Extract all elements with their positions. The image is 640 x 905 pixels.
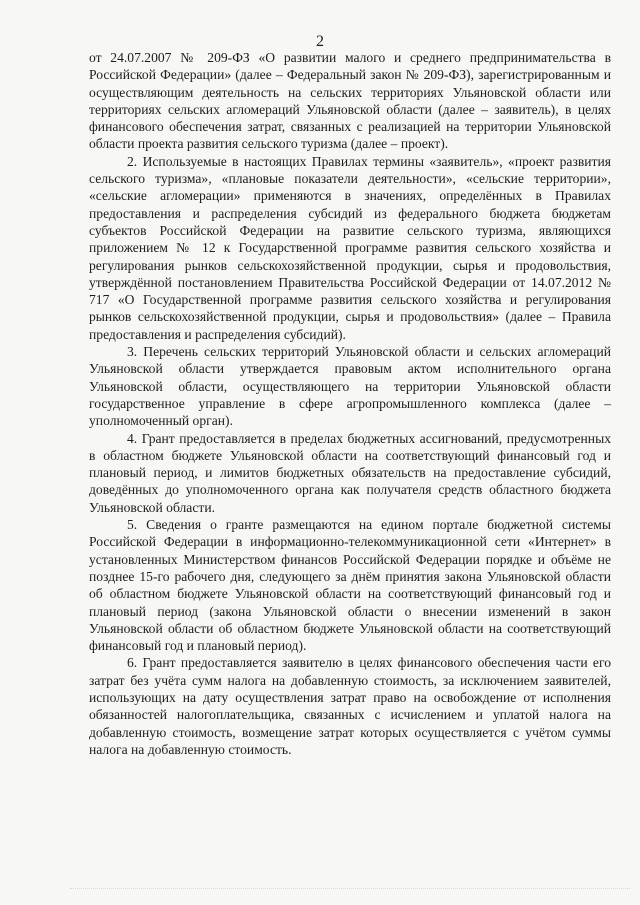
paragraph-3: 3. Перечень сельских территорий Ульяновской области и сельских агломераций Ульяновской области утверждается правовым актом исполнительного органа Ульяновской области, осуществляющего на территории Ульяновской области государственное управление в сфере агропромышленного комплекса (далее – уполномоченный орган). xyxy=(89,344,611,429)
paragraph-5: 5. Сведения о гранте размещаются на едином портале бюджетной системы Российской Федерации в информационно-телекоммуникационной сети «Интернет» в установленных Министерством финансов Российской Федерации порядке и объёме не позднее 15-го рабочего дня, следующего за днём принятия закона Ульяновской области об областном бюджете Ульяновской области на соответствующий финансовый год и плановый период (закона Ульяновской области о внесении изменений в закон Ульяновской области об областном бюджете Ульяновской области на соответствующий финансовый год и плановый период). xyxy=(89,517,611,654)
paragraph-2: 2. Используемые в настоящих Правилах термины «заявитель», «проект развития сельского туризма», «плановые показатели деятельности», «сельские территории», «сельские агломерации» применяются в значениях, определённых в Правилах предоставления и распределения субсидий из федерального бюджета бюджетам субъектов Российской Федерации на развитие сельского туризма, являющихся приложением № 12 к Государственной программе развития сельского хозяйства и регулирования рынков сельскохозяйственной продукции, сырья и продовольствия, утверждённой постановлением Правительства Российской Федерации от 14.07.2012 № 717 «О Государственной программе развития сельского хозяйства и регулирования рынков сельскохозяйственной продукции, сырья и продовольствия» (далее – Правила предоставления и распределения субсидий). xyxy=(89,153,611,342)
paragraph-1-continued: от 24.07.2007 № 209-ФЗ «О развитии малого и среднего предпринимательства в Российской Федерации» (далее – Федеральный закон № 209-ФЗ), зарегистрированным и осуществляющим деятельность на сельских территориях Ульяновской области или территориях сельских агломераций Ульяновской области (далее – заявитель), в целях финансового обеспечения затрат, связанных с реализацией на территории Ульяновской области проекта развития сельского туризма (далее – проект). xyxy=(89,50,611,152)
paragraph-6: 6. Грант предоставляется заявителю в целях финансового обеспечения части его затрат без учёта сумм налога на добавленную стоимость, за исключением заявителей, использующих на дату осуществления затрат право на освобождение от исполнения обязанностей налогоплательщика, связанных с исчислением и уплатой налога на добавленную стоимость, возмещение затрат которых осуществляется с учётом суммы налога на добавленную стоимость. xyxy=(89,655,611,757)
page-number: 2 xyxy=(316,33,324,50)
document-body xyxy=(89,49,611,758)
scan-artifact xyxy=(70,888,630,893)
paragraph-4: 4. Грант предоставляется в пределах бюджетных ассигнований, предусмотренных в областном бюджете Ульяновской области на соответствующий финансовый год и плановый период, и лимитов бюджетных обязательств на предоставление субсидий, доведённых до уполномоченного органа как получателя средств областного бюджета Ульяновской области. xyxy=(89,430,611,515)
